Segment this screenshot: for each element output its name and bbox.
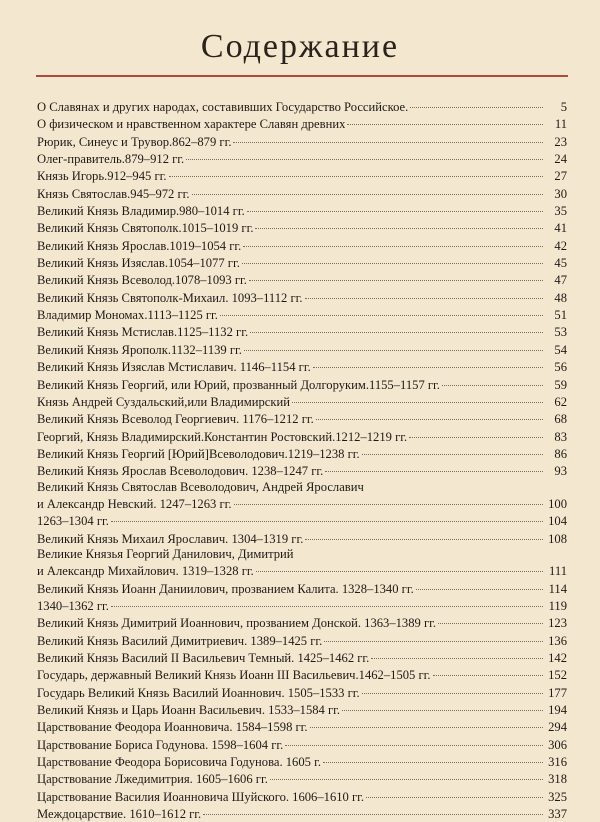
dot-leader (169, 164, 543, 177)
toc-entry-page-number: 306 (548, 737, 567, 752)
toc-list (37, 98, 567, 822)
dot-leader (362, 442, 543, 455)
toc-entry-page-number: 104 (548, 514, 567, 529)
toc-entry-title: Великий Князь Василий Димитриевич. 1389–1425 гг. (37, 633, 323, 648)
toc-entry-page-number: 318 (548, 772, 567, 787)
dot-leader (442, 373, 543, 386)
toc-entry-title: Царствование Лжедимитрия. 1605–1606 гг. (37, 772, 268, 787)
toc-entry-title: Князь Андрей Суздальский,или Владимирский (37, 394, 290, 409)
toc-entry-line (37, 530, 567, 547)
dot-leader (220, 303, 543, 316)
toc-entry-title: Великий Князь Всеволод Георгиевич. 1176–1212 гг. (37, 412, 314, 427)
dot-leader (342, 698, 543, 711)
dot-leader (325, 459, 543, 472)
dot-leader (247, 199, 543, 212)
toc-entry-title: Великий Князь Димитрий Иоаннович, прозванием Донской. 1363–1389 гг. (37, 616, 437, 631)
toc-entry-title: Великий Князь Мстислав.1125–1132 гг. (37, 325, 249, 340)
toc-entry-title: и Александр Невский. 1247–1263 гг. (37, 496, 232, 511)
dot-leader (111, 509, 543, 522)
toc-entry-title: Великий Князь Всеволод.1078–1093 гг. (37, 273, 247, 288)
toc-entry-title: Междоцарствие. 1610–1612 гг. (37, 807, 202, 822)
toc-entry-page-number: 51 (554, 308, 567, 323)
dot-leader (186, 147, 543, 160)
toc-entry-page-number: 35 (554, 204, 567, 219)
toc-entry-line (37, 462, 567, 479)
toc-entry-page-number: 93 (554, 464, 567, 479)
toc-entry[interactable] (37, 805, 567, 822)
toc-entry-title: Георгий, Князь Владимирский.Константин Ростовский.1212–1219 гг. (37, 429, 408, 444)
toc-entry-page-number: 114 (548, 581, 567, 596)
dot-leader (256, 559, 543, 572)
dot-leader (324, 629, 543, 642)
toc-entry-title: Великий Князь Изяслав.1054–1077 гг. (37, 256, 240, 271)
toc-entry-title: Великий Князь Святополк.1015–1019 гг. (37, 221, 254, 236)
toc-entry-title: Великий Князь Георгий [Юрий]Всеволодович.1219–1238 гг. (37, 446, 360, 461)
toc-entry-title-line1: Великие Князья Георгий Данилович, Димитрий (37, 546, 294, 561)
toc-entry-title: Владимир Мономах.1113–1125 гг. (37, 308, 218, 323)
toc-entry-title: Государь Великий Князь Василий Иоаннович. 1505–1533 гг. (37, 685, 360, 700)
toc-entry-page-number: 42 (554, 238, 567, 253)
toc-entry-page-number: 41 (554, 221, 567, 236)
toc-entry-page-number: 56 (554, 360, 567, 375)
dot-leader (371, 646, 543, 659)
toc-entry-page-number: 54 (554, 342, 567, 357)
toc-entry-title: Царствование Феодора Иоанновича. 1584–1598 гг. (37, 720, 308, 735)
toc-entry-page-number: 53 (554, 325, 567, 340)
toc-entry-title: Великий Князь Иоанн Даниилович, прозванием Калита. 1328–1340 гг. (37, 581, 414, 596)
toc-entry-title: 1340–1362 гг. (37, 598, 109, 613)
toc-entry[interactable] (37, 547, 567, 580)
toc-entry-page-number: 119 (548, 598, 567, 613)
toc-entry-page-number: 142 (548, 651, 567, 665)
dot-leader (362, 681, 543, 694)
dot-leader (243, 234, 543, 247)
dot-leader (234, 492, 543, 505)
page-title: Содержание (200, 28, 400, 65)
toc-entry-page-number: 59 (554, 377, 567, 392)
dot-leader (203, 802, 543, 815)
toc-entry-page-number: 177 (548, 685, 567, 700)
dot-leader (249, 268, 543, 281)
toc-entry-page-number: 86 (554, 446, 567, 461)
toc-entry-page-number: 11 (554, 117, 567, 132)
dot-leader (416, 577, 543, 590)
toc-entry-title-line1: Великий Князь Святослав Всеволодович, Андрей Ярославич (37, 479, 364, 494)
toc-entry-title: 1263–1304 гг. (37, 514, 109, 529)
dot-leader (255, 216, 543, 229)
toc-entry-page-number: 108 (548, 531, 567, 546)
toc-entry-page-number: 337 (548, 807, 567, 822)
toc-entry-page-number: 123 (548, 616, 567, 631)
toc-entry[interactable] (37, 480, 567, 513)
toc-entry-title: Олег-правитель.879–912 гг. (37, 152, 185, 167)
toc-entry-title: Великий Князь и Царь Иоанн Васильевич. 1533–1584 гг. (37, 703, 341, 718)
dot-leader (305, 527, 543, 540)
dot-leader (250, 320, 543, 333)
toc-entry-title: Великий Князь Изяслав Мстиславич. 1146–1154 гг. (37, 360, 311, 375)
toc-entry[interactable] (37, 462, 567, 479)
dot-leader (316, 407, 543, 420)
toc-entry-page-number: 27 (554, 169, 567, 184)
toc-entry-page-number: 152 (548, 668, 567, 683)
toc-entry-page-number: 194 (548, 703, 567, 718)
toc-entry-page-number: 136 (548, 633, 567, 648)
dot-leader (313, 355, 543, 368)
dot-leader (323, 750, 543, 763)
dot-leader (409, 425, 543, 438)
dot-leader (433, 663, 543, 676)
toc-entry-title: О Славянах и других народах, составивших Государство Российское. (37, 100, 409, 114)
toc-entry-page-number: 111 (549, 564, 567, 579)
dot-leader (366, 785, 543, 798)
toc-entry-title: Великий Князь Ярополк.1132–1139 гг. (37, 342, 242, 357)
toc-entry-title: Царствование Василия Иоанновича Шуйского. 1606–1610 гг. (37, 789, 365, 804)
dot-leader (305, 286, 543, 299)
toc-entry-title: Князь Игорь.912–945 гг. (37, 169, 167, 184)
toc-entry-line (37, 805, 567, 822)
dot-leader (310, 715, 543, 728)
dot-leader (410, 95, 543, 108)
dot-leader (270, 767, 543, 780)
dot-leader (438, 611, 543, 624)
dot-leader (347, 112, 543, 125)
toc-entry-title: Царствование Феодора Борисовича Годунова. 1605 г. (37, 755, 321, 770)
dot-leader (285, 733, 543, 746)
toc-entry-page-number: 325 (548, 789, 567, 804)
toc-entry-title: Царствование Бориса Годунова. 1598–1604 гг. (37, 737, 284, 752)
toc-entry-title: Великий Князь Василий II Васильевич Темный. 1425–1462 гг. (37, 651, 370, 665)
toc-entry-title: Великий Князь Михаил Ярославич. 1304–1319 гг. (37, 531, 304, 546)
toc-entry-page-number: 62 (554, 394, 567, 409)
toc-entry-page-number: 23 (554, 134, 567, 149)
dot-leader (244, 338, 543, 351)
toc-entry-title: и Александр Михайлович. 1319–1328 гг. (37, 564, 254, 579)
toc-entry-title: О физическом и нравственном характере Славян древних (37, 117, 346, 132)
toc-entry-title: Великий Князь Владимир.980–1014 гг. (37, 204, 245, 219)
toc-entry-page-number: 48 (554, 290, 567, 305)
toc-entry-title: Государь, державный Великий Князь Иоанн III Васильевич.1462–1505 гг. (37, 668, 431, 683)
toc-entry-page-number: 30 (554, 186, 567, 201)
dot-leader (192, 182, 543, 195)
toc-entry[interactable] (37, 530, 567, 547)
toc-entry-page-number: 100 (548, 496, 567, 511)
toc-entry-title: Князь Святослав.945–972 гг. (37, 186, 190, 201)
dot-leader (111, 594, 543, 607)
dot-leader (233, 130, 543, 143)
toc-entry-page-number: 5 (560, 100, 567, 114)
toc-entry-title: Великий Князь Ярослав Всеволодович. 1238–1247 гг. (37, 464, 324, 479)
toc-entry-page-number: 47 (554, 273, 567, 288)
toc-entry-title: Великий Князь Георгий, или Юрий, прозванный Долгоруким.1155–1157 гг. (37, 377, 440, 392)
toc-entry-title: Великий Князь Святополк-Михаил. 1093–1112 гг. (37, 290, 303, 305)
toc-entry-page-number: 68 (554, 412, 567, 427)
toc-entry-page-number: 45 (554, 256, 567, 271)
toc-entry-page-number: 316 (548, 755, 567, 770)
dot-leader (292, 390, 543, 403)
toc-entry-page-number: 83 (554, 429, 567, 444)
toc-entry-title: Рюрик, Синеус и Трувор.862–879 гг. (37, 134, 232, 149)
title-divider (36, 75, 568, 77)
toc-entry-title: Великий Князь Ярослав.1019–1054 гг. (37, 238, 242, 253)
toc-entry-page-number: 294 (548, 720, 567, 735)
toc-entry-page-number: 24 (554, 152, 567, 167)
dot-leader (242, 251, 543, 264)
